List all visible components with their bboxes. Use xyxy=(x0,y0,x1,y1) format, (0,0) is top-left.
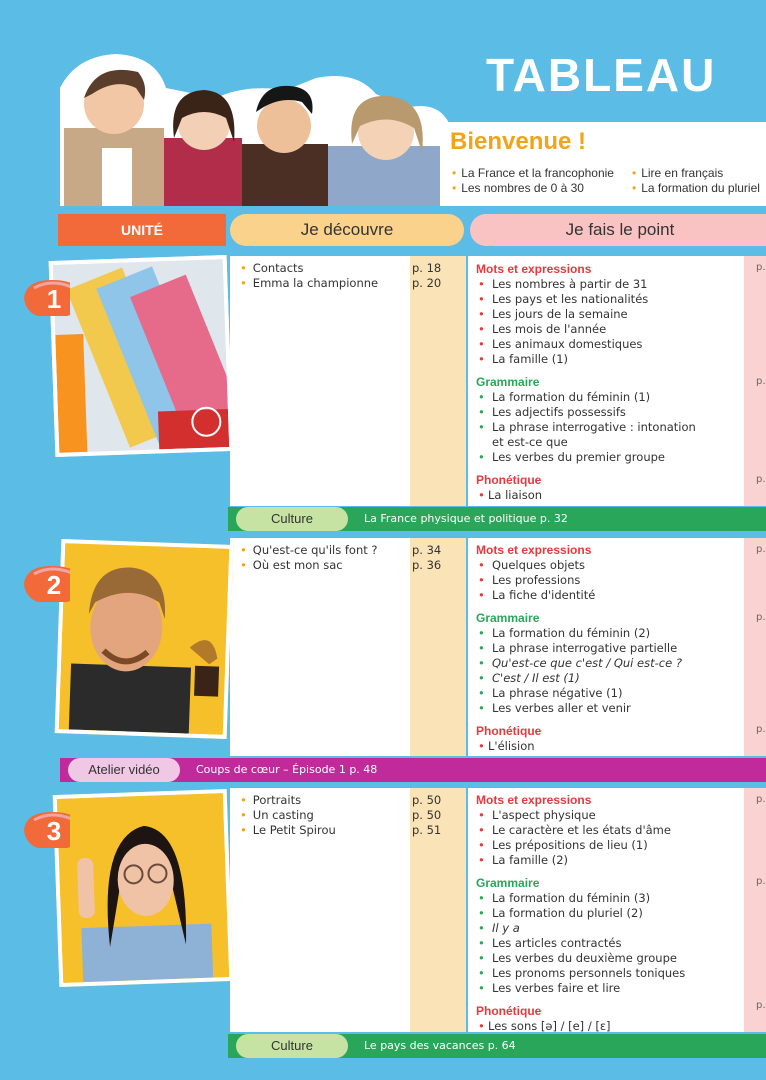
unit1-photo xyxy=(46,255,234,457)
page-mark: p. xyxy=(756,876,766,887)
unit2-badge xyxy=(18,562,70,602)
culture-label: Culture xyxy=(236,1034,348,1058)
list-item: • L'aspect physique xyxy=(476,808,744,823)
page-mark: p. xyxy=(756,1000,766,1011)
list-item: • Emma la championne p. 20 xyxy=(240,276,460,291)
section-title: Phonétique xyxy=(476,724,542,738)
list-item: • Les adjectifs possessifs xyxy=(476,405,744,420)
list-item: • La formation du pluriel (2) xyxy=(476,906,744,921)
unit3-number: 3 xyxy=(46,816,62,846)
unit3-page-strip xyxy=(744,788,766,1032)
page-mark: p. xyxy=(756,262,766,273)
welcome-item: • Les nombres de 0 à 30 xyxy=(452,181,614,196)
list-item: • Qu'est-ce qu'ils font ? p. 34 xyxy=(240,543,460,558)
section-title: Phonétique xyxy=(476,473,542,487)
list-item: • La liaison xyxy=(476,488,744,503)
list-item: • La fiche d'identité xyxy=(476,588,744,603)
list-item: • Les verbes faire et lire xyxy=(476,981,744,996)
unit1-badge xyxy=(18,276,70,316)
list-item: • La formation du féminin (3) xyxy=(476,891,744,906)
list-item: • Le caractère et les états d'âme xyxy=(476,823,744,838)
column-header-decouvre: Je découvre xyxy=(230,214,464,246)
list-item: • Qu'est-ce que c'est / Qui est-ce ? xyxy=(476,656,744,671)
list-item: • Un casting p. 50 xyxy=(240,808,460,823)
page-mark: p. xyxy=(756,544,766,555)
list-item: • Les verbes du premier groupe xyxy=(476,450,744,465)
unit3-culture-bar xyxy=(228,1034,766,1058)
welcome-list-2 xyxy=(632,166,760,196)
list-item: • Contacts p. 18 xyxy=(240,261,460,276)
list-item: • C'est / Il est (1) xyxy=(476,671,744,686)
page-mark: p. xyxy=(756,724,766,735)
unit2-point-list xyxy=(476,543,744,754)
list-item: • Les prépositions de lieu (1) xyxy=(476,838,744,853)
list-item: • Les nombres à partir de 31 xyxy=(476,277,744,292)
culture-text: Le pays des vacances p. 64 xyxy=(364,1039,516,1052)
welcome-list-1 xyxy=(452,166,614,196)
section-title: Mots et expressions xyxy=(476,543,592,557)
unit1-page-column xyxy=(410,256,466,506)
culture-text: La France physique et politique p. 32 xyxy=(364,512,568,525)
list-item: • Il y a xyxy=(476,921,744,936)
list-item: • La phrase négative (1) xyxy=(476,686,744,701)
welcome-item: • La formation du pluriel xyxy=(632,181,760,196)
welcome-box xyxy=(440,122,766,206)
column-header-point: Je fais le point xyxy=(470,214,766,246)
page-mark: p. xyxy=(756,376,766,387)
atelier-label: Atelier vidéo xyxy=(68,758,180,782)
list-item: • La famille (2) xyxy=(476,853,744,868)
unit3-decouvre-list xyxy=(240,793,460,838)
list-item: • Les pays et les nationalités xyxy=(476,292,744,307)
unit1-decouvre-panel xyxy=(230,256,412,506)
page-mark: p. xyxy=(756,612,766,623)
list-item: • Les sons [ə] / [e] / [ɛ] xyxy=(476,1019,744,1034)
section-title: Grammaire xyxy=(476,375,540,389)
list-item: • L'élision xyxy=(476,739,744,754)
unit1-decouvre-list xyxy=(240,261,460,291)
list-item: • La phrase interrogative partielle xyxy=(476,641,744,656)
unit1-culture-bar xyxy=(228,507,766,531)
list-item: • Où est mon sac p. 36 xyxy=(240,558,460,573)
section-title: Phonétique xyxy=(476,1004,542,1018)
section-title: Grammaire xyxy=(476,876,540,890)
list-item-continued: et est-ce que xyxy=(492,435,568,449)
atelier-text: Coups de cœur – Épisode 1 p. 48 xyxy=(196,763,378,776)
page-mark: p. xyxy=(756,474,766,485)
list-item: • La phrase interrogative : intonation xyxy=(476,420,744,435)
list-item: • La famille (1) xyxy=(476,352,744,367)
list-item: • Portraits p. 50 xyxy=(240,793,460,808)
list-item: • Les articles contractés xyxy=(476,936,744,951)
section-title: Grammaire xyxy=(476,611,540,625)
section-title: Mots et expressions xyxy=(476,262,592,276)
list-item: • Quelques objets xyxy=(476,558,744,573)
column-header-unite: UNITÉ xyxy=(58,214,226,246)
students-photo xyxy=(56,48,456,208)
unit2-photo xyxy=(55,539,234,739)
man-with-gramophone-illustration xyxy=(59,543,229,735)
welcome-title: Bienvenue ! xyxy=(450,128,587,155)
woman-with-glasses-illustration xyxy=(57,793,229,983)
notebooks-illustration xyxy=(53,259,229,453)
unit3-photo xyxy=(53,789,234,987)
list-item: • La formation du féminin (1) xyxy=(476,390,744,405)
list-item: • Les professions xyxy=(476,573,744,588)
unit2-number: 2 xyxy=(46,570,62,600)
list-item: • La formation du féminin (2) xyxy=(476,626,744,641)
list-item: • Les verbes aller et venir xyxy=(476,701,744,716)
unit3-point-list xyxy=(476,793,744,1034)
list-item: • Les animaux domestiques xyxy=(476,337,744,352)
page-mark: p. xyxy=(756,794,766,805)
list-item: • Les verbes du deuxième groupe xyxy=(476,951,744,966)
culture-label: Culture xyxy=(236,507,348,531)
list-item: • Le Petit Spirou p. 51 xyxy=(240,823,460,838)
welcome-item: • Lire en français xyxy=(632,166,760,181)
section-title: Mots et expressions xyxy=(476,793,592,807)
list-item: • Les jours de la semaine xyxy=(476,307,744,322)
welcome-item: • La France et la francophonie xyxy=(452,166,614,181)
unit3-badge xyxy=(18,808,70,848)
list-item: • Les mois de l'année xyxy=(476,322,744,337)
unit2-atelier-bar xyxy=(60,758,766,782)
unit2-decouvre-list xyxy=(240,543,460,573)
unit1-point-list xyxy=(476,262,744,503)
unit1-number: 1 xyxy=(46,284,62,314)
list-item: • Les pronoms personnels toniques xyxy=(476,966,744,981)
page-title: TABLEAU xyxy=(486,49,717,101)
